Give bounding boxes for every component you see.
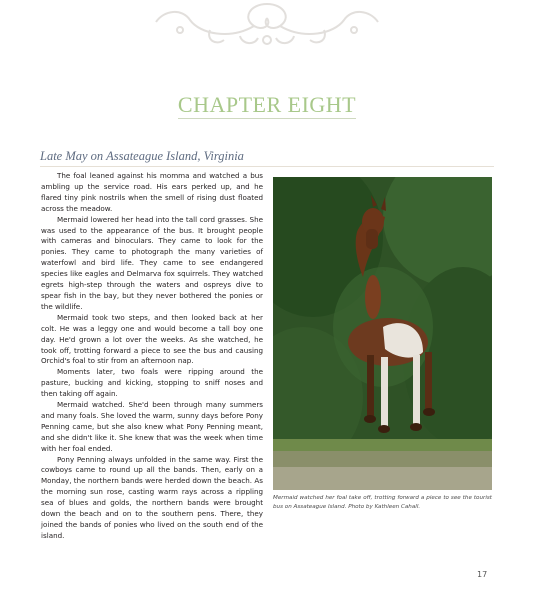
paragraph: The foal leaned against his momma and watched a bus ambling up the service road. His ears perked up, and he flared tiny pink nostrils when the smell of rising dust floated across the meadow. xyxy=(41,171,263,213)
subtitle-rule xyxy=(40,166,494,167)
body-text xyxy=(41,171,263,542)
paragraph: Mermaid watched. She'd been through many summers and many foals. She loved the warm, sunny days before Pony Penning came, but she also knew what Pony Penning meant, and she didn't like it. She knew that was the week when time with her foal ended. xyxy=(41,400,263,453)
paragraph: Mermaid took two steps, and then looked back at her colt. He was a leggy one and would become a tall boy one day. He'd grown a lot over the weeks. As she watched, he took off, trotting forward a piece to see the bus and causing Orchid's foal to stir from an afternoon nap. xyxy=(41,312,263,366)
paragraph: Moments later, two foals were ripping around the pasture, bucking and kicking, stopping to sniff noses and then taking off again. xyxy=(41,367,263,399)
decorative-ornament xyxy=(150,0,384,50)
chapter-title-rule xyxy=(178,118,356,119)
foal-photo xyxy=(273,177,492,490)
paragraph: Pony Penning always unfolded in the same way. First the cowboys came to round up all the bands. Then, early on a Monday, the northern bands were herded down the beach. As the morning sun rose, casting warm rays across a rippling sea of blues and golds, the northern bands were brought down the beach and on to the southern pens. There, they joined the bands of ponies who lived on the south end of the island. xyxy=(41,454,263,540)
chapter-title: CHAPTER EIGHT xyxy=(177,92,357,117)
page-number: 17 xyxy=(477,570,488,579)
section-subtitle: Late May on Assateague Island, Virginia xyxy=(40,149,244,163)
paragraph: Mermaid lowered her head into the tall cord grasses. She was used to the appearance of the bus. It brought people with cameras and binoculars. They came to look for the ponies. They came to photograph the many varieties of waterfowl and bird life. They came to see endangered species like eagles and Delmarva fox squirrels. They watched egrets high-step through the waters and ospreys dive to spear fish in the bay, but they never bothered the ponies or the wildlife. xyxy=(41,214,263,311)
photo-caption: Mermaid watched her foal take off, trotting forward a piece to see the tourist bus on Assateague Island. Photo by Kathleen Cahall. xyxy=(273,495,492,510)
